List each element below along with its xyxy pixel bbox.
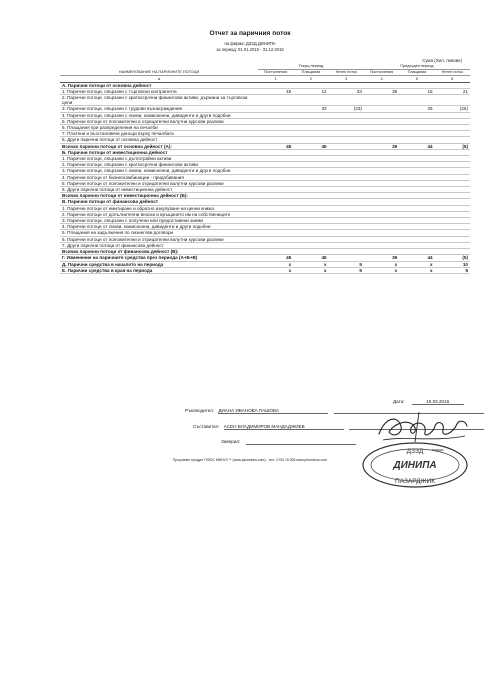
row-value: 33 [329, 88, 364, 94]
row-label: 3. Парични потоци, свързани с получени или предоставени заеми [60, 218, 258, 224]
period-line: за период: 01.01.2015 - 31.12.2015 [216, 47, 284, 52]
stamp-line-2: ДИНИПА [393, 460, 437, 471]
row-value: 12 [293, 88, 328, 94]
row-label: Всичко парични потоци от финансова дейност (В): [60, 249, 258, 255]
row-value: 45 [258, 88, 293, 94]
table-row [60, 95, 470, 106]
current-period-header: Текущ период [258, 64, 364, 70]
stamp-line-3: ПАЗАРДЖИК [395, 478, 435, 485]
previous-period-header: Предходен период [364, 64, 470, 70]
row-value: 44 [399, 143, 434, 149]
stamp-line-1: ДЗЗД [406, 448, 424, 455]
row-value [435, 95, 470, 106]
row-value: 26 [399, 106, 434, 112]
row-value: x [258, 267, 293, 273]
row-label: В. Парични потоци от финансова дейност [60, 199, 258, 205]
row-value: 44 [399, 255, 434, 261]
date-value: 15.03.2016 [412, 399, 464, 405]
date-label: Дата: [393, 399, 405, 404]
certified-label: Заверил: [221, 439, 241, 444]
col-previous-out: Плащания [399, 70, 434, 76]
row-value: 5 [329, 261, 364, 267]
row-label: 6. Други парични потоци от инвестиционна дейност [60, 187, 258, 193]
index-cell: 6 [435, 76, 470, 82]
row-label: 2. Парични потоци от допълнителни вноски и връщането им на собствениците [60, 211, 258, 217]
row-label: Всичко парични потоци от инвестиционна дейност (Б): [60, 193, 258, 199]
signature-caption: подпис [432, 448, 444, 452]
row-label: 8. Други парични потоци от основна дейност [60, 137, 258, 143]
row-value: x [258, 261, 293, 267]
row-value: 5 [435, 267, 470, 273]
certified-block [221, 439, 356, 445]
row-value: x [399, 261, 434, 267]
row-value: (26) [435, 106, 470, 112]
row-label: 1. Парични потоци, свързани с търговски контрагенти [60, 88, 258, 94]
index-cell: 5 [399, 76, 434, 82]
row-value: 33 [293, 106, 328, 112]
row-label: 3. Парични потоци, свързани с лихви, комисионни, дивиденти и други подобни [60, 168, 258, 174]
row-value: 45 [258, 255, 293, 261]
row-label: Д. Парични средства в началото на периода [60, 261, 258, 267]
index-cell: 1 [258, 76, 293, 82]
manager-name: ДИАНА ИВАНОВА ПАШОВА [218, 408, 328, 414]
certified-line [246, 439, 356, 445]
manager-label: Ръководител: [185, 408, 215, 413]
row-value [293, 95, 328, 106]
row-label: Всичко парични потоци от основна дейност (А): [60, 143, 258, 149]
row-value [258, 95, 293, 106]
row-value: (33) [329, 106, 364, 112]
row-value: x [364, 267, 399, 273]
col-current-out: Плащания [293, 70, 328, 76]
preparer-label: Съставител: [193, 424, 220, 429]
row-label: Г. Изменение на паричните средства през периода (А+Б+В) [60, 255, 258, 261]
row-value [399, 95, 434, 106]
row-value: 45 [258, 143, 293, 149]
row-label: 7. Други парични потоци от финансова дейност [60, 242, 258, 248]
row-value: 5 [329, 267, 364, 273]
row-value: x [293, 261, 328, 267]
row-value: 10 [435, 261, 470, 267]
row-value: 18 [399, 88, 434, 94]
row-label: 1. Парични потоци от емитиране и обратно изкупуване на ценни книжа [60, 205, 258, 211]
index-cell: а [60, 76, 258, 82]
col-previous-net: Нетен поток [435, 70, 470, 76]
row-label: Е. Парични средства в края на периода [60, 267, 258, 273]
index-cell: 4 [364, 76, 399, 82]
table-row [60, 267, 470, 273]
row-label: 5. Плащания на задължения по лизингови договори [60, 230, 258, 236]
document-title: Отчет за паричния поток [209, 30, 291, 37]
cash-flow-body [60, 82, 470, 273]
row-label: 4. Парични потоци от лихви, комисионни, дивиденти и други подобни [60, 224, 258, 230]
row-label: 6. Парични потоци от положителни и отрицателни валутни курсови разлики [60, 236, 258, 242]
row-value: 45 [293, 143, 328, 149]
row-label: 4. Парични потоци от бизнескомбинации - придобивания [60, 174, 258, 180]
row-label: 7. Платени и възстановени данъци върху печалбата [60, 131, 258, 137]
col-previous-in: Постъпления [364, 70, 399, 76]
row-value: 39 [364, 143, 399, 149]
row-value [329, 95, 364, 106]
row-label: А. Парични потоци от основна дейност [60, 82, 258, 88]
row-label: 2. Парични потоци, свързани с краткосрочни финансови активи, държани за търговски цели [60, 95, 258, 106]
software-footer: Програмен продукт ПЛЮС МИНУС™ (www.plusminus.com) - тел.: 0700 15 005 www.plusminus.com [172, 458, 328, 462]
unit-label: Сума (Хил. левове) [422, 58, 462, 63]
col-current-in: Постъпления [258, 70, 293, 76]
row-value: 45 [293, 255, 328, 261]
row-value: x [364, 261, 399, 267]
cash-flow-table [60, 64, 470, 274]
company-line: на фирма: ДЗЗД ДИНИПА [224, 41, 276, 46]
col-current-net: Нетен поток [329, 70, 364, 76]
row-value: (5) [435, 143, 470, 149]
index-cell: 3 [329, 76, 364, 82]
row-value: (5) [435, 255, 470, 261]
row-value: 39 [364, 255, 399, 261]
preparer-name: АСЕН ВЛАДИМИРОВ МАНДАДЖИЕВ [224, 424, 344, 430]
row-value: x [399, 267, 434, 273]
row-label: 3. Парични потоци, свързани с трудови възнаграждения [60, 106, 258, 112]
row-label: 5. Парични потоци от положителни и отрицателни валутни курсови разлики [60, 118, 258, 124]
date-block [393, 399, 464, 405]
row-value: 39 [364, 88, 399, 94]
row-label: 4. Парични потоци, свързани с лихви, комисионни, дивиденти и други подобни [60, 112, 258, 118]
row-label: Б. Парични потоци от инвестиционна дейност [60, 149, 258, 155]
row-value [364, 95, 399, 106]
row-label: 5. Парични потоци от положителни и отрицателни валутни курсови разлики [60, 180, 258, 186]
row-label: 2. Парични потоци, свързани с краткосрочни финансови активи [60, 162, 258, 168]
row-value: x [293, 267, 328, 273]
company-stamp [360, 440, 470, 490]
row-label: 6. Плащания при разпределения на печалби [60, 125, 258, 131]
row-value: 21 [435, 88, 470, 94]
row-label: 1. Парични потоци, свързани с дълготрайни активи [60, 156, 258, 162]
label-column-header: НАИМЕНОВАНИЕ НА ПАРИЧНИТЕ ПОТОЦИ [60, 64, 258, 76]
index-cell: 2 [293, 76, 328, 82]
